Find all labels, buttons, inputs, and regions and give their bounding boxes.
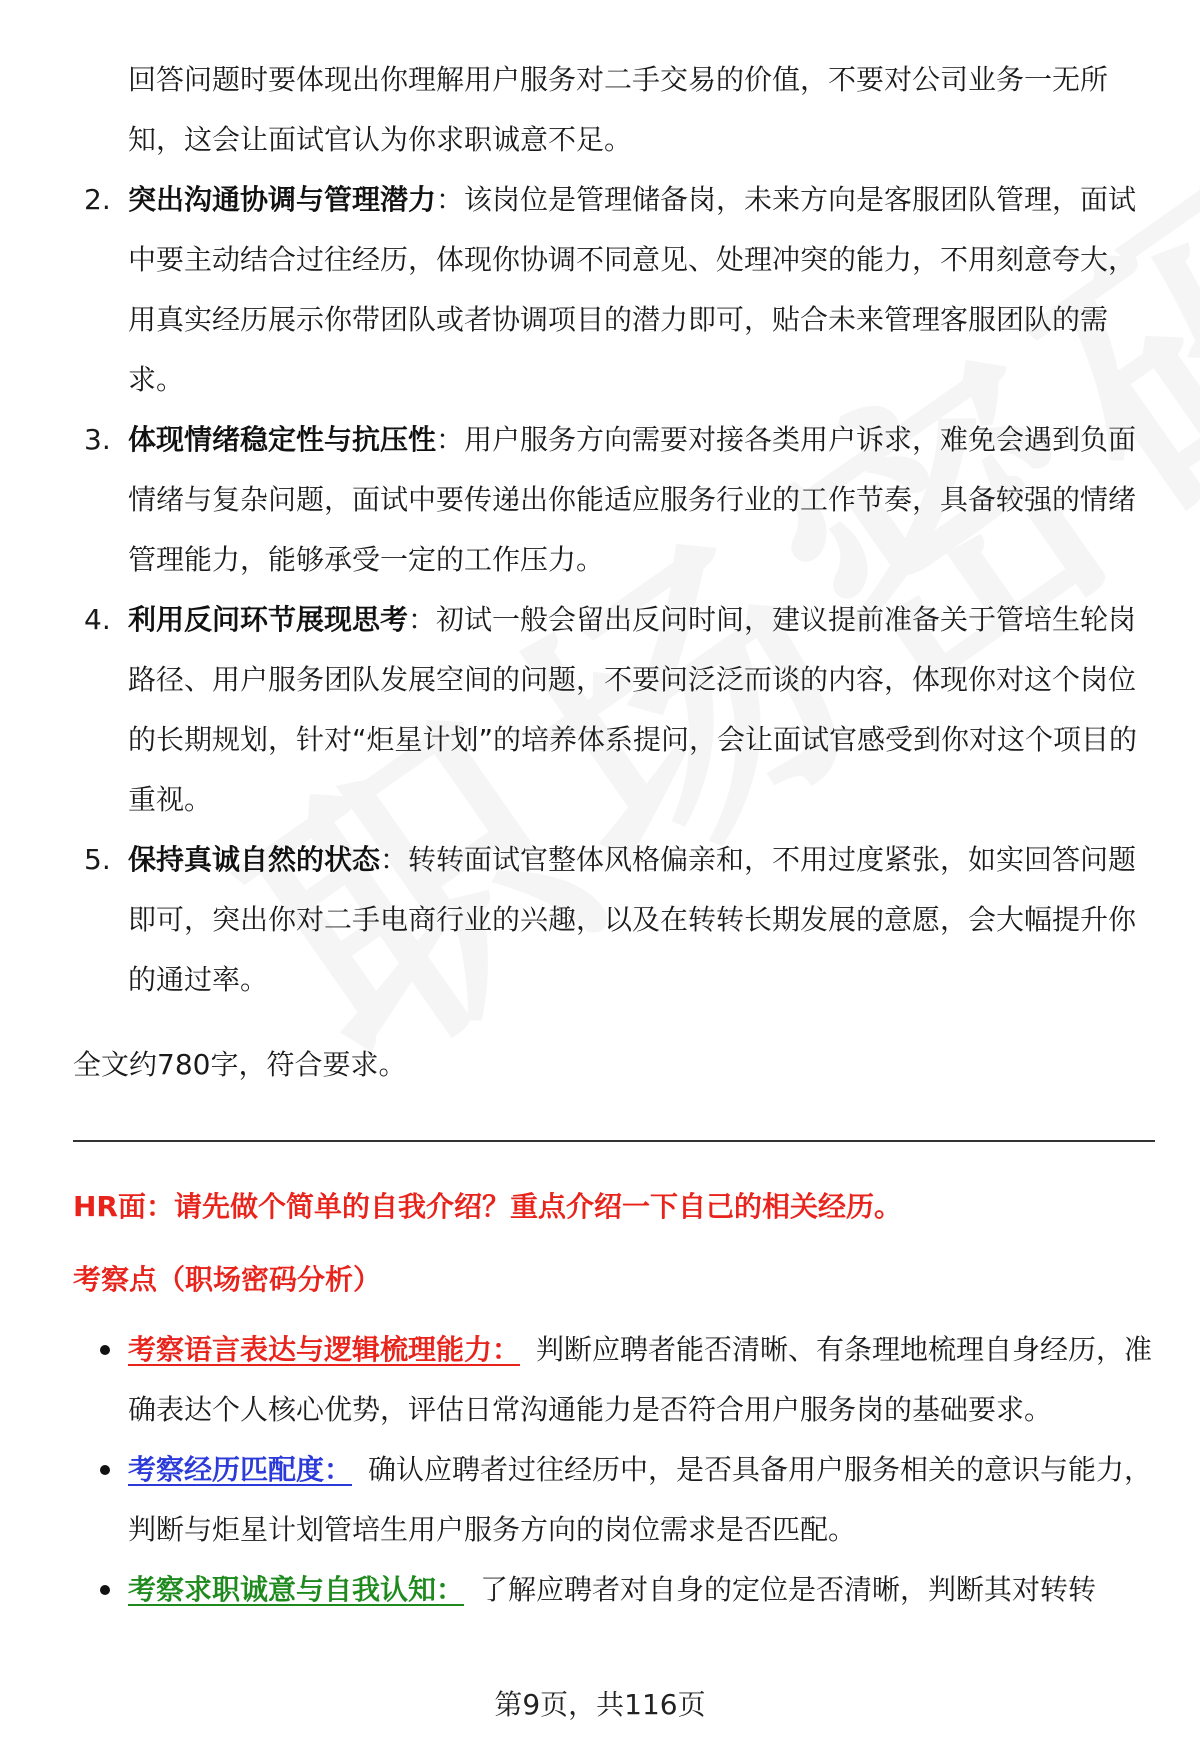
hr-question-heading: HR面：请先做个简单的自我介绍？重点介绍一下自己的相关经历。 — [73, 1190, 902, 1223]
tip-text: ：用户服务方向需要对接各类用户诉求，难免会遇到负面情绪与复杂问题，面试中要传递出你能适应服务行业的工作节奏，具备较强的情绪管理能力，能够承受一定的工作压力。 — [128, 423, 1137, 576]
word-count-summary: 全文约780字，符合要求。 — [73, 1048, 407, 1081]
tip-title: 保持真诚自然的状态 — [128, 843, 381, 876]
tip-number: 3. — [84, 423, 111, 456]
assessment-point-tag: 考察语言表达与逻辑梳理能力： — [128, 1333, 521, 1366]
bullet-icon — [100, 1585, 110, 1595]
bullet-icon — [100, 1345, 110, 1355]
assessment-points-heading: 考察点（职场密码分析） — [73, 1263, 382, 1296]
tips-list — [80, 170, 1148, 1010]
section-divider — [73, 1140, 1155, 1142]
tip-title: 利用反问环节展现思考 — [128, 603, 409, 636]
tip-text: ：该岗位是管理储备岗，未来方向是客服团队管理，面试中要主动结合过往经历，体现你协调不同意见、处理冲突的能力，不用刻意夸大，用真实经历展示你带团队或者协调项目的潜力即可，贴合未来管理客服团队的需求。 — [128, 183, 1137, 396]
tip-number: 2. — [84, 183, 111, 216]
tip-title: 体现情绪稳定性与抗压性 — [128, 423, 437, 456]
assessment-point-tag: 考察求职诚意与自我认知： — [128, 1573, 465, 1606]
tip-text: ：转转面试官整体风格偏亲和，不用过度紧张，如实回答问题即可，突出你对二手电商行业的兴趣，以及在转转长期发展的意愿，会大幅提升你的通过率。 — [128, 843, 1137, 996]
assessment-points-list — [100, 1320, 1155, 1620]
tip-number: 5. — [84, 843, 111, 876]
tip-number: 4. — [84, 603, 111, 636]
assessment-point-tag: 考察经历匹配度： — [128, 1453, 353, 1486]
bullet-icon — [100, 1465, 110, 1475]
assessment-point-text: 判断应聘者能否清晰、有条理地梳理自身经历，准确表达个人核心优势，评估日常沟通能力是否符合用户服务岗的基础要求。 — [128, 1333, 1153, 1426]
assessment-point-text: 了解应聘者对自身的定位是否清晰，判断其对转转 — [480, 1573, 1097, 1606]
tip-item — [80, 830, 1148, 1010]
tip-text: ：初试一般会留出反问时间，建议提前准备关于管培生轮岗路径、用户服务团队发展空间的问题，不要问泛泛而谈的内容，体现你对这个岗位的长期规划，针对“炬星计划”的培养体系提问，会让面试官感受到你对这个项目的重视。 — [128, 603, 1138, 816]
assessment-point — [100, 1320, 1155, 1440]
continuation-paragraph: 回答问题时要体现出你理解用户服务对二手交易的价值，不要对公司业务一无所知，这会让面试官认为你求职诚意不足。 — [128, 63, 1109, 156]
tip-item — [80, 590, 1148, 830]
tip-item — [80, 170, 1148, 410]
page-footer: 第9页，共116页 — [494, 1688, 706, 1721]
assessment-point — [100, 1440, 1155, 1560]
assessment-point — [100, 1560, 1155, 1620]
tip-item — [80, 410, 1148, 590]
tip-title: 突出沟通协调与管理潜力 — [128, 183, 437, 216]
assessment-point-text: 确认应聘者过往经历中，是否具备用户服务相关的意识与能力，判断与炬星计划管培生用户服务方向的岗位需求是否匹配。 — [128, 1453, 1153, 1546]
